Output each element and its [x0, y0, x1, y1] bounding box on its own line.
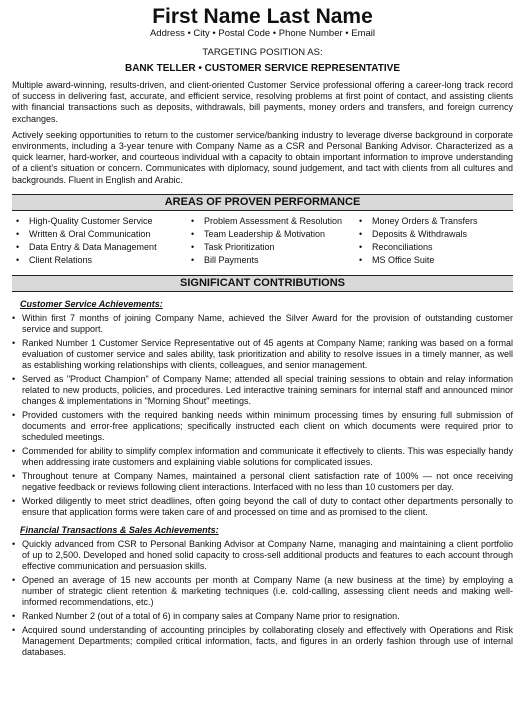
- customer-service-list: [12, 313, 513, 518]
- skill-item: • Data Entry & Data Management: [16, 241, 191, 254]
- skills-column-1: [16, 215, 191, 267]
- summary-paragraph-1: Multiple award-winning, results-driven, and client-oriented Customer Service professional offering a career-long track record of success in delivering fast, accurate, and efficient service, resolving problems at first point of contact, and assisting clients with financial transactions such as deposits, withdrawals, bill payments, money orders and transfers, and foreign currency exchanges.: [12, 80, 513, 124]
- financial-list: [12, 539, 513, 658]
- skill-item: • Task Prioritization: [191, 241, 359, 254]
- skill-item: • Written & Oral Communication: [16, 228, 191, 241]
- achievement-item: • Ranked Number 1 Customer Service Representative out of 45 agents at Company Name; ranking was based on a formal evaluation of customer service and sales ability, task prioritization and ability to resolve issues in a timely manner, as well as establishing working relationships with clients, colleagues, and senior management.: [12, 338, 513, 371]
- achievement-item: • Throughout tenure at Company Names, maintained a personal client satisfaction rate of 100% — not once receiving negative feedback or reviews following client interactions. Interfaced with no less than 10 customers per day.: [12, 471, 513, 493]
- skill-item: • Team Leadership & Motivation: [191, 228, 359, 241]
- skills-column-3: [359, 215, 509, 267]
- skill-item: • High-Quality Customer Service: [16, 215, 191, 228]
- achievement-item: • Opened an average of 15 new accounts per month at Company Name (a new business at the time) by employing a number of strategic client retention & marketing techniques (i.e. cold-calling, assessing client needs and making well-informed recommendations, etc.): [12, 575, 513, 608]
- skills-column-2: [191, 215, 359, 267]
- skill-item: • MS Office Suite: [359, 254, 509, 267]
- subheading-financial: Financial Transactions & Sales Achievements:: [20, 524, 219, 535]
- skills-grid: [16, 215, 513, 267]
- target-title: BANK TELLER • CUSTOMER SERVICE REPRESENTATIVE: [124, 63, 400, 74]
- target-label: TARGETING POSITION AS:: [202, 47, 323, 58]
- section-heading-contributions: SIGNIFICANT CONTRIBUTIONS: [12, 275, 513, 292]
- skill-item: • Deposits & Withdrawals: [359, 228, 509, 241]
- achievement-item: • Quickly advanced from CSR to Personal Banking Advisor at Company Name, managing and maintaining a client portfolio of up to 2,500. Developed and honed solid capacity to cross-sell additional products and features to each account through effective communication and persuasion skills.: [12, 539, 513, 572]
- achievement-item: • Worked diligently to meet strict deadlines, often going beyond the call of duty to contact other departments personally to ensure that application forms were taken care of and processed on time and as promised to the client.: [12, 496, 513, 518]
- achievement-item: • Ranked Number 2 (out of a total of 6) in company sales at Company Name prior to resignation.: [12, 611, 513, 622]
- subheading-customer-service: Customer Service Achievements:: [20, 298, 163, 309]
- achievement-item: • Served as "Product Champion" of Company Name; attended all special training sessions to obtain and relay information related to new products, policies, and procedures. Led interactive training seminars for internal staff and announced minor changes & implementations in "Morning Shout" meetings.: [12, 374, 513, 407]
- achievement-item: • Within first 7 months of joining Company Name, achieved the Silver Award for the provision of outstanding customer service and support.: [12, 313, 513, 335]
- summary-paragraph-2: Actively seeking opportunities to return to the customer service/banking industry to leverage diverse background in corporate environments, including a 3-year tenure with Company Name as a CSR and Personal Banking Advisor. Characterized as a quick learner, hard-worker, and courteous individual with a capacity to obtain important information to improve understanding of a client's situation or concern. Communicates with diplomacy, sound judgement, and tact with clients from all cultures and backgrounds. Fluent in English and Arabic.: [12, 129, 513, 185]
- skill-item: • Money Orders & Transfers: [359, 215, 509, 228]
- skill-item: • Reconciliations: [359, 241, 509, 254]
- contact-line: Address • City • Postal Code • Phone Number • Email: [149, 28, 376, 39]
- section-heading-areas: AREAS OF PROVEN PERFORMANCE: [12, 194, 513, 211]
- skill-item: • Problem Assessment & Resolution: [191, 215, 359, 228]
- skill-item: • Client Relations: [16, 254, 191, 267]
- achievement-item: • Commended for ability to simplify complex information and communicate it effectively to clients. This was especially handy when addressing irate customers and explaining viable solutions for complicated issues.: [12, 446, 513, 468]
- achievement-item: • Provided customers with the required banking needs within minimum processing times by ensuring full submission of documents and error-free applications; specifically instructed each client on which documents were required prior to scheduled meetings.: [12, 410, 513, 443]
- achievement-item: • Acquired sound understanding of accounting principles by collaborating closely and effectively with Operations and Risk Management Departments; compiled critical information, facts, and figures in an orderly fashion through use of internal databases.: [12, 625, 513, 658]
- skill-item: • Bill Payments: [191, 254, 359, 267]
- candidate-name: First Name Last Name: [152, 5, 373, 28]
